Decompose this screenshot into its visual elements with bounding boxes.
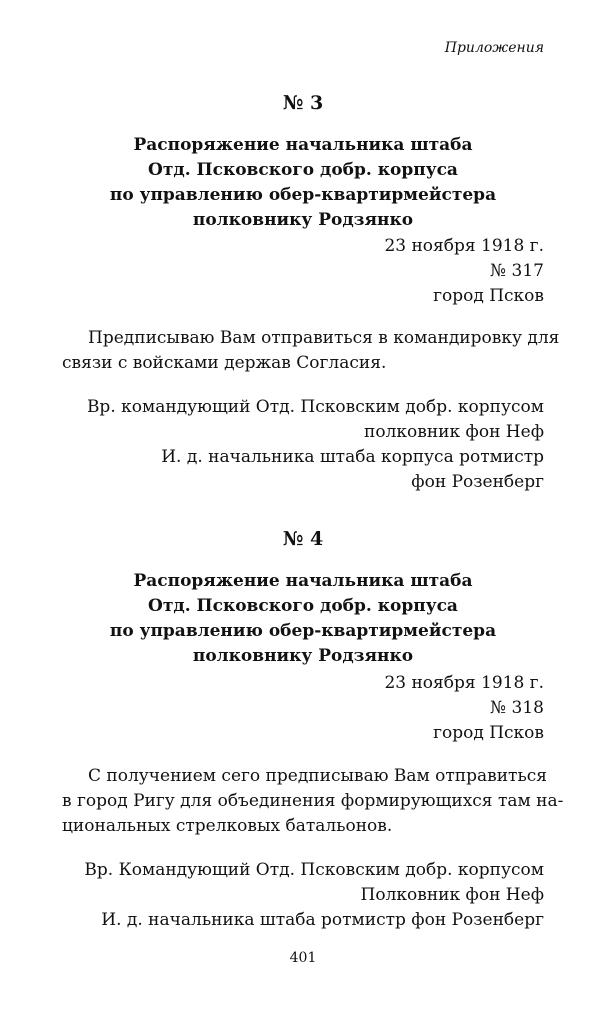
body-line: Предписываю Вам отправиться в командировку для xyxy=(88,328,560,348)
title-line: полковнику Родзянко xyxy=(192,646,414,666)
document-title xyxy=(62,133,544,233)
document-title xyxy=(62,569,544,669)
signature-line: полковник фон Неф xyxy=(364,422,544,442)
document-place: город Псков xyxy=(433,723,544,743)
body-line: С получением сего предписываю Вам отправиться xyxy=(88,766,547,786)
signature-line: фон Розенберг xyxy=(411,472,544,492)
document-number: № 3 xyxy=(282,92,324,114)
body-line: в город Ригу для объединения формирующихся там на- xyxy=(62,791,564,811)
signature-block xyxy=(84,858,544,933)
registration-number: № 317 xyxy=(490,261,544,281)
signature-line: Полковник фон Неф xyxy=(360,885,544,905)
document-body xyxy=(62,326,560,376)
body-line: связи с войсками держав Согласия. xyxy=(62,353,387,373)
document-date: 23 ноября 1918 г. xyxy=(384,673,544,693)
title-line: полковнику Родзянко xyxy=(192,210,414,230)
document-date: 23 ноября 1918 г. xyxy=(384,236,544,256)
title-line: Отд. Псковского добр. корпуса xyxy=(148,160,458,180)
document-number: № 4 xyxy=(282,528,324,550)
registration-number: № 318 xyxy=(490,698,544,718)
page-number: 401 xyxy=(289,950,317,966)
signature-line: И. д. начальника штаба корпуса ротмистр xyxy=(161,447,544,467)
signature-line: Вр. Командующий Отд. Псковским добр. корпусом xyxy=(84,860,544,880)
document-meta xyxy=(384,234,544,309)
signature-block xyxy=(87,395,544,495)
title-line: по управлению обер-квартирмейстера xyxy=(109,185,497,205)
signature-line: Вр. командующий Отд. Псковским добр. корпусом xyxy=(86,397,544,417)
title-line: Распоряжение начальника штаба xyxy=(133,571,473,591)
document-body xyxy=(62,764,564,839)
running-head: Приложения xyxy=(444,40,544,56)
title-line: Отд. Псковского добр. корпуса xyxy=(148,596,458,616)
body-line: циональных стрелковых батальонов. xyxy=(62,816,393,836)
document-meta xyxy=(384,671,544,746)
document-place: город Псков xyxy=(433,286,544,306)
book-page xyxy=(62,0,564,1011)
title-line: Распоряжение начальника штаба xyxy=(133,135,473,155)
title-line: по управлению обер-квартирмейстера xyxy=(109,621,497,641)
signature-line: И. д. начальника штаба ротмистр фон Розенберг xyxy=(101,910,544,930)
